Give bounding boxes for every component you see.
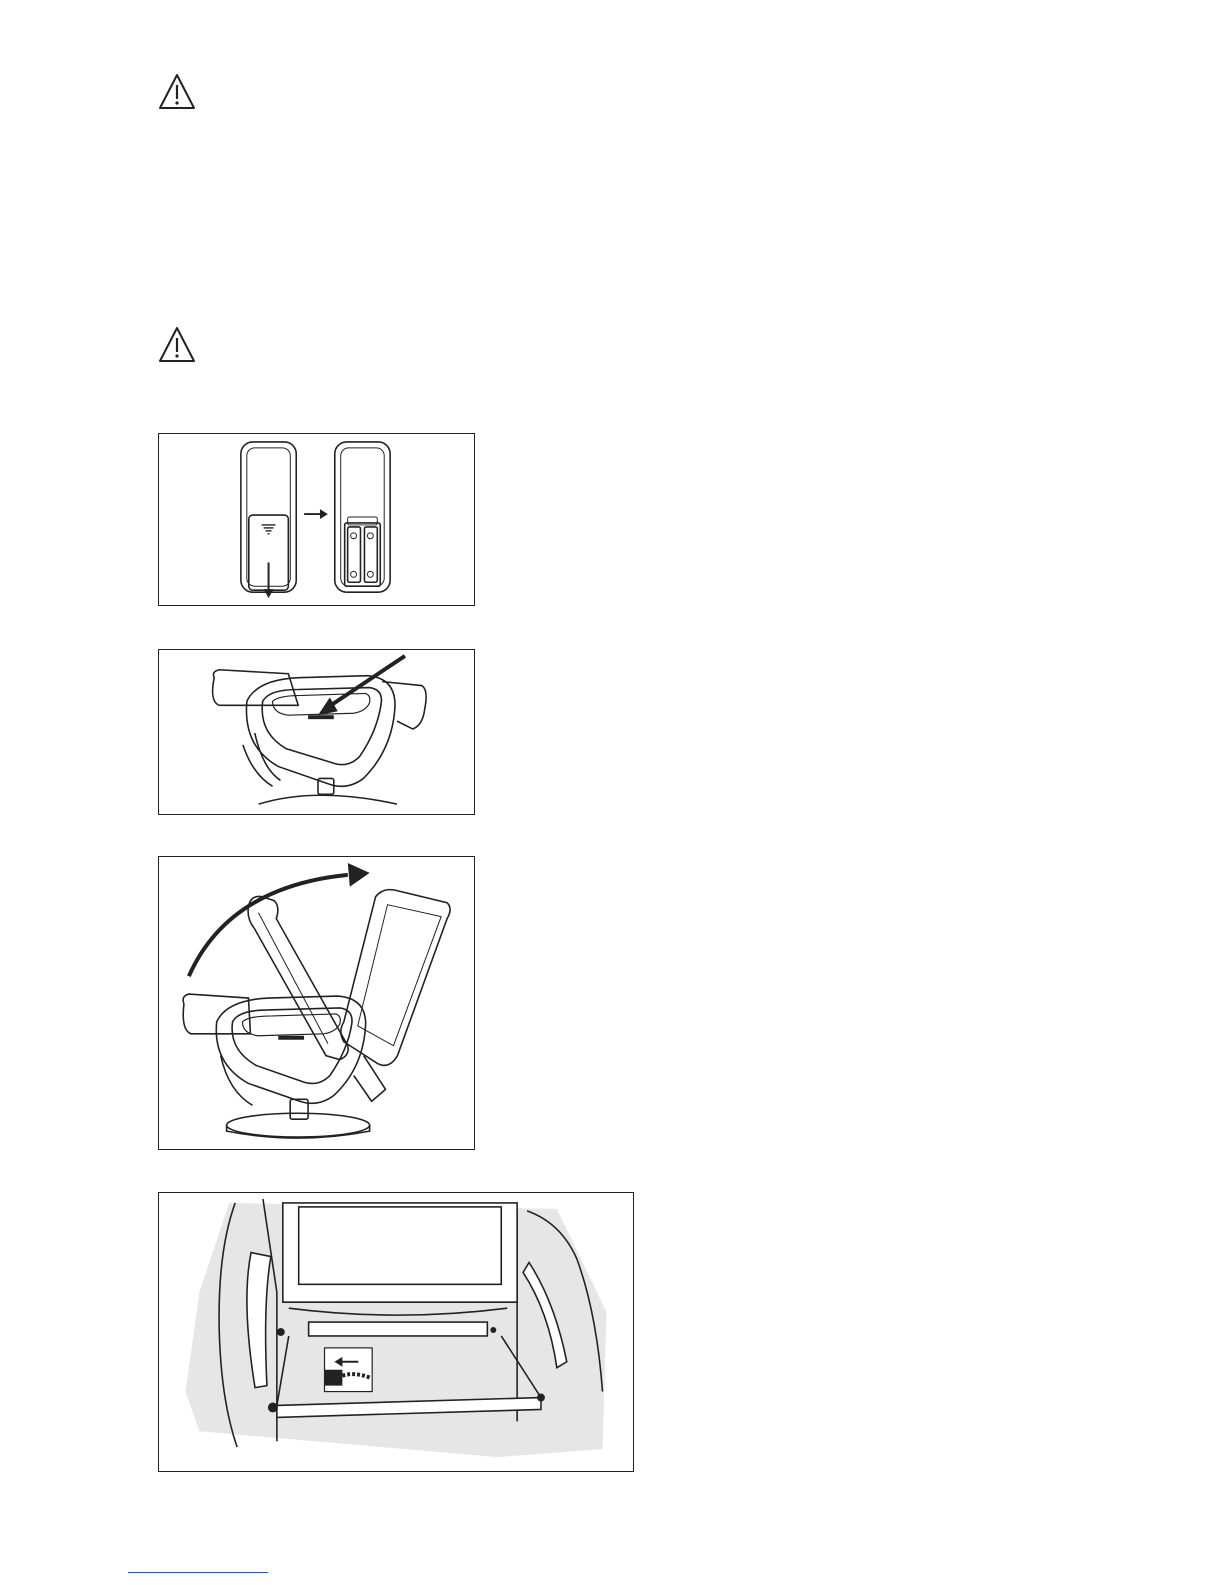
recline-figure <box>158 856 475 1150</box>
warning-triangle-icon <box>157 325 197 365</box>
armrest-lever-figure <box>158 649 475 815</box>
underseat-figure <box>158 1192 634 1472</box>
remote-battery-figure <box>158 433 475 606</box>
footer-link[interactable] <box>128 1572 268 1573</box>
warning-triangle-icon <box>157 72 197 112</box>
